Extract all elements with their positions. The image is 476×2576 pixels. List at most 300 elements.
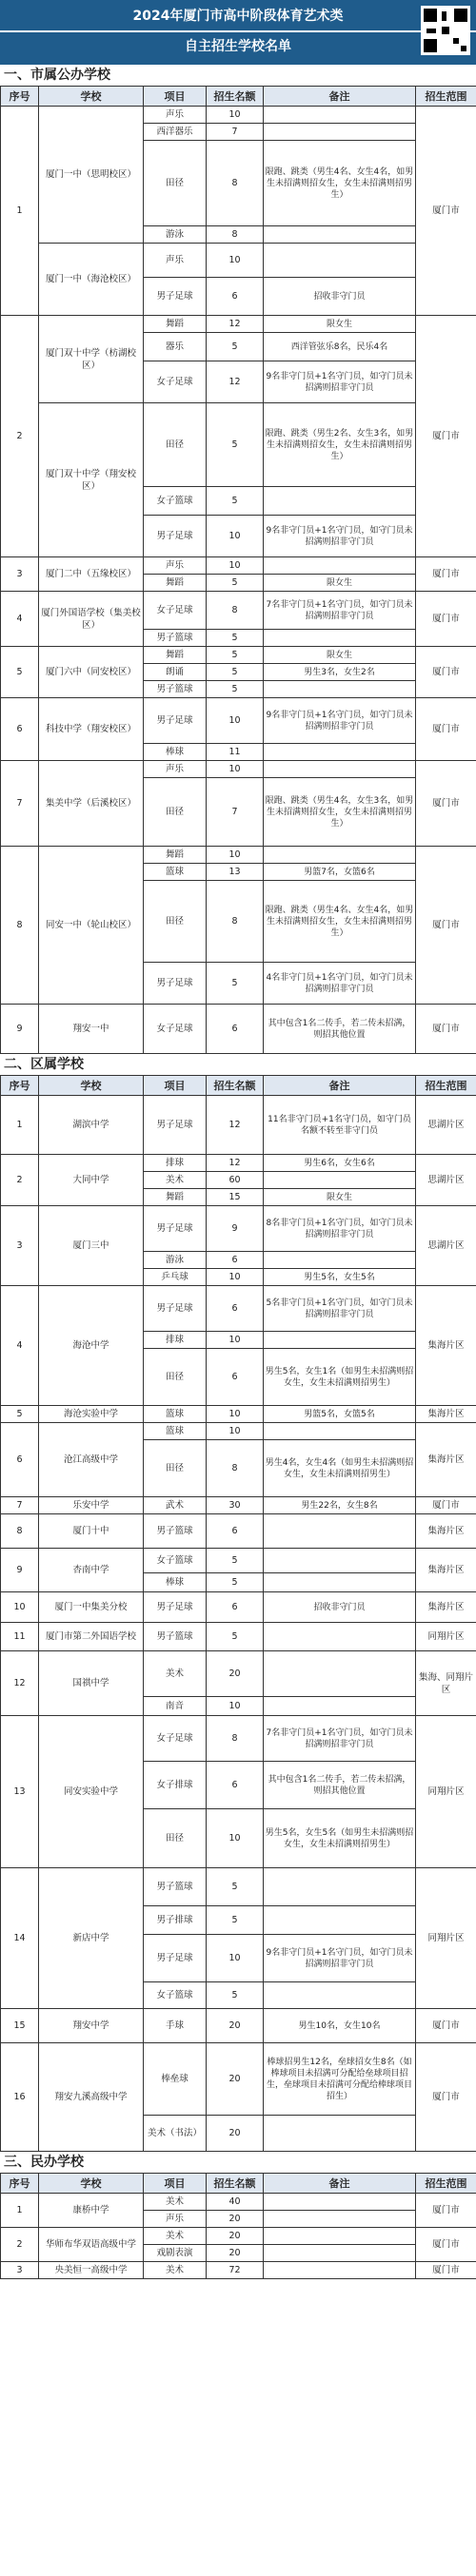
note: 男生10名，女生10名 — [264, 2009, 416, 2043]
program: 女子足球 — [144, 592, 207, 630]
quota: 20 — [207, 2116, 264, 2152]
program: 美术 — [144, 2262, 207, 2279]
table-row — [1, 647, 476, 664]
enrollment-scope: 同翔片区 — [416, 1716, 476, 1868]
table-row — [1, 1497, 476, 1514]
quota: 10 — [207, 1935, 264, 1982]
enrollment-scope: 厦门市 — [416, 698, 476, 761]
enrollment-scope: 思湖片区 — [416, 1096, 476, 1155]
note — [264, 1172, 416, 1189]
note — [264, 244, 416, 278]
program: 男子篮球 — [144, 1623, 207, 1651]
quota: 5 — [207, 1906, 264, 1935]
quota: 60 — [207, 1172, 264, 1189]
quota: 11 — [207, 744, 264, 761]
note: 男生4名，女生4名（如男生未招满则招女生，女生未招满则招男生） — [264, 1440, 416, 1497]
enrollment-scope: 厦门市 — [416, 592, 476, 647]
program: 篮球 — [144, 1406, 207, 1423]
note: 男生5名，女生5名 — [264, 1269, 416, 1286]
note — [264, 2211, 416, 2228]
table-row — [1, 2043, 476, 2116]
quota: 10 — [207, 1423, 264, 1440]
note: 男生5名，女生1名（如男生未招满则招女生，女生未招满则招男生） — [264, 1349, 416, 1406]
quota: 8 — [207, 226, 264, 244]
enrollment-scope: 思湖片区 — [416, 1155, 476, 1206]
col-header-note: 备注 — [264, 2174, 416, 2194]
program: 女子足球 — [144, 361, 207, 403]
program: 美术 — [144, 2228, 207, 2245]
note: 11名非守门员+1名守门员，如守门员名额不转至非守门员 — [264, 1096, 416, 1155]
school-name: 同安一中（轮山校区） — [39, 847, 144, 1005]
school-name: 湖滨中学 — [39, 1096, 144, 1155]
program: 器乐 — [144, 333, 207, 361]
section-title-private: 三、民办学校 — [0, 2152, 476, 2173]
note — [264, 761, 416, 778]
note — [264, 1651, 416, 1697]
program: 棒垒球 — [144, 2043, 207, 2116]
quota: 10 — [207, 107, 264, 124]
program: 棒球 — [144, 1573, 207, 1592]
school-name: 海沧实验中学 — [39, 1406, 144, 1423]
school-name: 新店中学 — [39, 1868, 144, 2009]
table-row — [1, 1423, 476, 1440]
program: 田径 — [144, 778, 207, 847]
table-row — [1, 2194, 476, 2211]
note — [264, 557, 416, 575]
table-row — [1, 1623, 476, 1651]
school-name: 厦门一中（海沧校区） — [39, 244, 144, 316]
quota: 7 — [207, 124, 264, 141]
col-header-item: 项目 — [144, 1076, 207, 1096]
note — [264, 847, 416, 864]
note: 5名非守门员+1名守门员，如守门员未招满则招非守门员 — [264, 1286, 416, 1332]
program: 声乐 — [144, 107, 207, 124]
program: 男子足球 — [144, 963, 207, 1005]
enrollment-scope: 同翔片区 — [416, 1868, 476, 2009]
enrollment-scope: 集海、同翔片区 — [416, 1651, 476, 1716]
program: 田径 — [144, 1349, 207, 1406]
quota: 20 — [207, 2043, 264, 2116]
district-schools-table — [0, 1075, 476, 2152]
school-name: 厦门双十中学（枋湖校区） — [39, 316, 144, 403]
table-row — [1, 1868, 476, 1906]
quota: 9 — [207, 1206, 264, 1252]
program: 田径 — [144, 403, 207, 487]
quota: 8 — [207, 1440, 264, 1497]
note: 其中包含1名二传手，若二传未招满，则招其他位置 — [264, 1762, 416, 1809]
table-row — [1, 1514, 476, 1549]
table-row — [1, 1651, 476, 1697]
header-banner — [0, 0, 476, 65]
school-name: 厦门三中 — [39, 1206, 144, 1286]
quota: 5 — [207, 630, 264, 647]
program: 声乐 — [144, 2211, 207, 2228]
enrollment-scope: 集海片区 — [416, 1514, 476, 1549]
note — [264, 107, 416, 124]
quota: 5 — [207, 1573, 264, 1592]
row-number: 2 — [1, 2228, 39, 2262]
school-name: 华师布华双语高级中学 — [39, 2228, 144, 2262]
school-name: 乐安中学 — [39, 1497, 144, 1514]
table-header-row — [1, 87, 476, 107]
note — [264, 744, 416, 761]
row-number: 16 — [1, 2043, 39, 2152]
quota: 5 — [207, 1549, 264, 1573]
program: 田径 — [144, 881, 207, 963]
col-header-quota: 招生名额 — [207, 87, 264, 107]
note: 限女生 — [264, 575, 416, 592]
row-number: 3 — [1, 557, 39, 592]
quota: 10 — [207, 698, 264, 744]
note: 限女生 — [264, 1189, 416, 1206]
program: 声乐 — [144, 244, 207, 278]
col-header-quota: 招生名额 — [207, 1076, 264, 1096]
enrollment-scope: 厦门市 — [416, 847, 476, 1005]
table-row — [1, 1155, 476, 1172]
school-name: 翔安中学 — [39, 2009, 144, 2043]
row-number: 8 — [1, 1514, 39, 1549]
quota: 6 — [207, 1252, 264, 1269]
program: 武术 — [144, 1497, 207, 1514]
quota: 20 — [207, 2211, 264, 2228]
school-name: 科技中学（翔安校区） — [39, 698, 144, 761]
row-number: 10 — [1, 1592, 39, 1623]
quota: 5 — [207, 575, 264, 592]
note — [264, 1332, 416, 1349]
program: 棒球 — [144, 744, 207, 761]
quota: 10 — [207, 1406, 264, 1423]
qr-code-icon — [421, 6, 470, 55]
enrollment-scope: 厦门市 — [416, 1497, 476, 1514]
enrollment-scope: 集海片区 — [416, 1286, 476, 1406]
table-row — [1, 2009, 476, 2043]
program: 西洋器乐 — [144, 124, 207, 141]
table-row — [1, 1096, 476, 1155]
school-name: 沧江高级中学 — [39, 1423, 144, 1497]
note: 招收非守门员 — [264, 1592, 416, 1623]
municipal-schools-table — [0, 86, 476, 1054]
quota: 10 — [207, 557, 264, 575]
program: 戏剧表演 — [144, 2245, 207, 2262]
program: 男子篮球 — [144, 630, 207, 647]
program: 男子足球 — [144, 698, 207, 744]
program: 女子足球 — [144, 1005, 207, 1054]
program: 舞蹈 — [144, 316, 207, 333]
program: 男子足球 — [144, 278, 207, 316]
table-row — [1, 592, 476, 630]
row-number: 4 — [1, 592, 39, 647]
row-number: 2 — [1, 1155, 39, 1206]
enrollment-scope: 思湖片区 — [416, 1206, 476, 1286]
table-row — [1, 1716, 476, 1762]
note — [264, 226, 416, 244]
program: 女子足球 — [144, 1716, 207, 1762]
section-title-municipal: 一、市属公办学校 — [0, 65, 476, 86]
col-header-no: 序号 — [1, 2174, 39, 2194]
program: 乒乓球 — [144, 1269, 207, 1286]
row-number: 3 — [1, 1206, 39, 1286]
enrollment-scope: 厦门市 — [416, 316, 476, 557]
note — [264, 2116, 416, 2152]
note — [264, 1423, 416, 1440]
col-header-school: 学校 — [39, 1076, 144, 1096]
program: 排球 — [144, 1332, 207, 1349]
quota: 5 — [207, 487, 264, 516]
quota: 7 — [207, 778, 264, 847]
row-number: 5 — [1, 1406, 39, 1423]
quota: 5 — [207, 681, 264, 698]
quota: 5 — [207, 333, 264, 361]
quota: 13 — [207, 864, 264, 881]
section-title-district: 二、区属学校 — [0, 1054, 476, 1075]
quota: 5 — [207, 647, 264, 664]
program: 男子足球 — [144, 1286, 207, 1332]
note — [264, 1573, 416, 1592]
note: 8名非守门员+1名守门员，如守门员未招满则招非守门员 — [264, 1206, 416, 1252]
table-header-row — [1, 2174, 476, 2194]
note: 招收非守门员 — [264, 278, 416, 316]
note: 4名非守门员+1名守门员，如守门员未招满则招非守门员 — [264, 963, 416, 1005]
school-name: 国祺中学 — [39, 1651, 144, 1716]
note: 西洋管弦乐8名，民乐4名 — [264, 333, 416, 361]
note: 9名非守门员+1名守门员，如守门员未招满则招非守门员 — [264, 516, 416, 557]
page-subtitle: 自主招生学校名单 — [185, 39, 291, 54]
enrollment-scope: 集海片区 — [416, 1423, 476, 1497]
school-name: 翔安九溪高级中学 — [39, 2043, 144, 2152]
program: 男子篮球 — [144, 681, 207, 698]
table-row — [1, 2228, 476, 2245]
quota: 12 — [207, 361, 264, 403]
table-row — [1, 244, 476, 278]
program: 排球 — [144, 1155, 207, 1172]
program: 手球 — [144, 2009, 207, 2043]
enrollment-scope: 集海片区 — [416, 1592, 476, 1623]
program: 男子排球 — [144, 1906, 207, 1935]
school-name: 央美恒一高级中学 — [39, 2262, 144, 2279]
quota: 5 — [207, 1982, 264, 2009]
quota: 20 — [207, 2009, 264, 2043]
school-name: 厦门外国语学校（集美校区） — [39, 592, 144, 647]
row-number: 7 — [1, 1497, 39, 1514]
program: 美术 — [144, 1172, 207, 1189]
school-name: 康桥中学 — [39, 2194, 144, 2228]
note — [264, 487, 416, 516]
table-row — [1, 698, 476, 744]
private-schools-table — [0, 2173, 476, 2279]
note: 9名非守门员+1名守门员，如守门员未招满则招非守门员 — [264, 1935, 416, 1982]
note — [264, 1549, 416, 1573]
col-header-school: 学校 — [39, 87, 144, 107]
col-header-scope: 招生范围 — [416, 1076, 476, 1096]
quota: 10 — [207, 1697, 264, 1716]
table-row — [1, 1005, 476, 1054]
enrollment-scope: 厦门市 — [416, 557, 476, 592]
col-header-no: 序号 — [1, 87, 39, 107]
quota: 20 — [207, 1651, 264, 1697]
table-row — [1, 1406, 476, 1423]
program: 男子篮球 — [144, 1868, 207, 1906]
table-row — [1, 107, 476, 124]
col-header-item: 项目 — [144, 2174, 207, 2194]
quota: 6 — [207, 278, 264, 316]
row-number: 8 — [1, 847, 39, 1005]
row-number: 7 — [1, 761, 39, 847]
note — [264, 124, 416, 141]
quota: 5 — [207, 1868, 264, 1906]
table-row — [1, 761, 476, 778]
enrollment-scope: 厦门市 — [416, 2009, 476, 2043]
program: 女子篮球 — [144, 487, 207, 516]
note: 7名非守门员+1名守门员，如守门员未招满则招非守门员 — [264, 1716, 416, 1762]
program: 女子排球 — [144, 1762, 207, 1809]
enrollment-scope: 集海片区 — [416, 1406, 476, 1423]
note — [264, 1697, 416, 1716]
program: 游泳 — [144, 226, 207, 244]
note — [264, 2262, 416, 2279]
table-row — [1, 316, 476, 333]
school-name: 厦门六中（同安校区） — [39, 647, 144, 698]
quota: 20 — [207, 2245, 264, 2262]
quota: 40 — [207, 2194, 264, 2211]
col-header-note: 备注 — [264, 87, 416, 107]
row-number: 4 — [1, 1286, 39, 1406]
program: 女子篮球 — [144, 1982, 207, 2009]
school-name: 同安实验中学 — [39, 1716, 144, 1868]
row-number: 9 — [1, 1549, 39, 1592]
enrollment-scope: 厦门市 — [416, 107, 476, 316]
quota: 6 — [207, 1286, 264, 1332]
quota: 10 — [207, 847, 264, 864]
row-number: 5 — [1, 647, 39, 698]
note: 限女生 — [264, 316, 416, 333]
row-number: 9 — [1, 1005, 39, 1054]
program: 声乐 — [144, 761, 207, 778]
program: 美术 — [144, 1651, 207, 1697]
program: 游泳 — [144, 1252, 207, 1269]
program: 田径 — [144, 1809, 207, 1868]
quota: 6 — [207, 1514, 264, 1549]
note: 限跑、跳类（男生4名、女生4名，如男生未招满则招女生，女生未招满则招男生） — [264, 141, 416, 226]
note: 男生22名，女生8名 — [264, 1497, 416, 1514]
enrollment-scope: 厦门市 — [416, 1005, 476, 1054]
note — [264, 1982, 416, 2009]
program: 篮球 — [144, 864, 207, 881]
note: 男生6名，女生6名 — [264, 1155, 416, 1172]
school-name: 海沧中学 — [39, 1286, 144, 1406]
quota: 5 — [207, 403, 264, 487]
table-row — [1, 557, 476, 575]
quota: 15 — [207, 1189, 264, 1206]
table-row — [1, 1206, 476, 1252]
program: 男子足球 — [144, 1935, 207, 1982]
program: 男子足球 — [144, 1096, 207, 1155]
school-name: 杏南中学 — [39, 1549, 144, 1592]
quota: 6 — [207, 1762, 264, 1809]
table-row — [1, 403, 476, 487]
school-name: 厦门市第二外国语学校 — [39, 1623, 144, 1651]
quota: 30 — [207, 1497, 264, 1514]
row-number: 1 — [1, 2194, 39, 2228]
program: 田径 — [144, 1440, 207, 1497]
enrollment-scope: 厦门市 — [416, 2043, 476, 2152]
quota: 10 — [207, 244, 264, 278]
note — [264, 2194, 416, 2211]
school-name: 厦门二中（五缘校区） — [39, 557, 144, 592]
enrollment-scope: 厦门市 — [416, 2194, 476, 2228]
quota: 10 — [207, 1332, 264, 1349]
quota: 10 — [207, 1809, 264, 1868]
col-header-no: 序号 — [1, 1076, 39, 1096]
note: 男篮7名，女篮6名 — [264, 864, 416, 881]
note: 男生5名，女生5名（如男生未招满则招女生，女生未招满则招男生） — [264, 1809, 416, 1868]
row-number: 1 — [1, 107, 39, 316]
quota: 12 — [207, 316, 264, 333]
quota: 8 — [207, 592, 264, 630]
note: 限跑、跳类（男生2名、女生3名，如男生未招满则招女生，女生未招满则招男生） — [264, 403, 416, 487]
quota: 10 — [207, 516, 264, 557]
quota: 6 — [207, 1005, 264, 1054]
note — [264, 2245, 416, 2262]
enrollment-scope: 同翔片区 — [416, 1623, 476, 1651]
enrollment-scope: 厦门市 — [416, 761, 476, 847]
program: 男子足球 — [144, 516, 207, 557]
note: 限女生 — [264, 647, 416, 664]
program: 舞蹈 — [144, 575, 207, 592]
col-header-scope: 招生范围 — [416, 2174, 476, 2194]
note: 限跑、跳类（男生4名，女生3名，如男生未招满则招女生，女生未招满则招男生） — [264, 778, 416, 847]
note — [264, 681, 416, 698]
note: 其中包含1名二传手，若二传未招满，则招其他位置 — [264, 1005, 416, 1054]
col-header-scope: 招生范围 — [416, 87, 476, 107]
quota: 12 — [207, 1096, 264, 1155]
enrollment-scope: 厦门市 — [416, 2262, 476, 2279]
note — [264, 1906, 416, 1935]
quota: 8 — [207, 1716, 264, 1762]
school-name: 集美中学（后溪校区） — [39, 761, 144, 847]
program: 美术（书法） — [144, 2116, 207, 2152]
note — [264, 630, 416, 647]
quota: 5 — [207, 963, 264, 1005]
quota: 20 — [207, 2228, 264, 2245]
program: 美术 — [144, 2194, 207, 2211]
row-number: 15 — [1, 2009, 39, 2043]
note — [264, 1868, 416, 1906]
note — [264, 1514, 416, 1549]
program: 舞蹈 — [144, 647, 207, 664]
quota: 10 — [207, 1269, 264, 1286]
row-number: 13 — [1, 1716, 39, 1868]
row-number: 2 — [1, 316, 39, 557]
program: 南音 — [144, 1697, 207, 1716]
table-row — [1, 1592, 476, 1623]
school-name: 翔安一中 — [39, 1005, 144, 1054]
program: 男子篮球 — [144, 1514, 207, 1549]
row-number: 6 — [1, 1423, 39, 1497]
enrollment-scope: 厦门市 — [416, 647, 476, 698]
program: 田径 — [144, 141, 207, 226]
table-header-row — [1, 1076, 476, 1096]
table-row — [1, 1286, 476, 1332]
row-number: 11 — [1, 1623, 39, 1651]
note: 棒球招男生12名，垒球招女生8名（如棒球项目未招满可分配给垒球项目招生，垒球项目未招满可分配给棒球项目招生） — [264, 2043, 416, 2116]
quota: 6 — [207, 1592, 264, 1623]
col-header-note: 备注 — [264, 1076, 416, 1096]
header-divider — [0, 30, 476, 32]
quota: 12 — [207, 1155, 264, 1172]
table-row — [1, 1549, 476, 1573]
quota: 72 — [207, 2262, 264, 2279]
program: 朗诵 — [144, 664, 207, 681]
